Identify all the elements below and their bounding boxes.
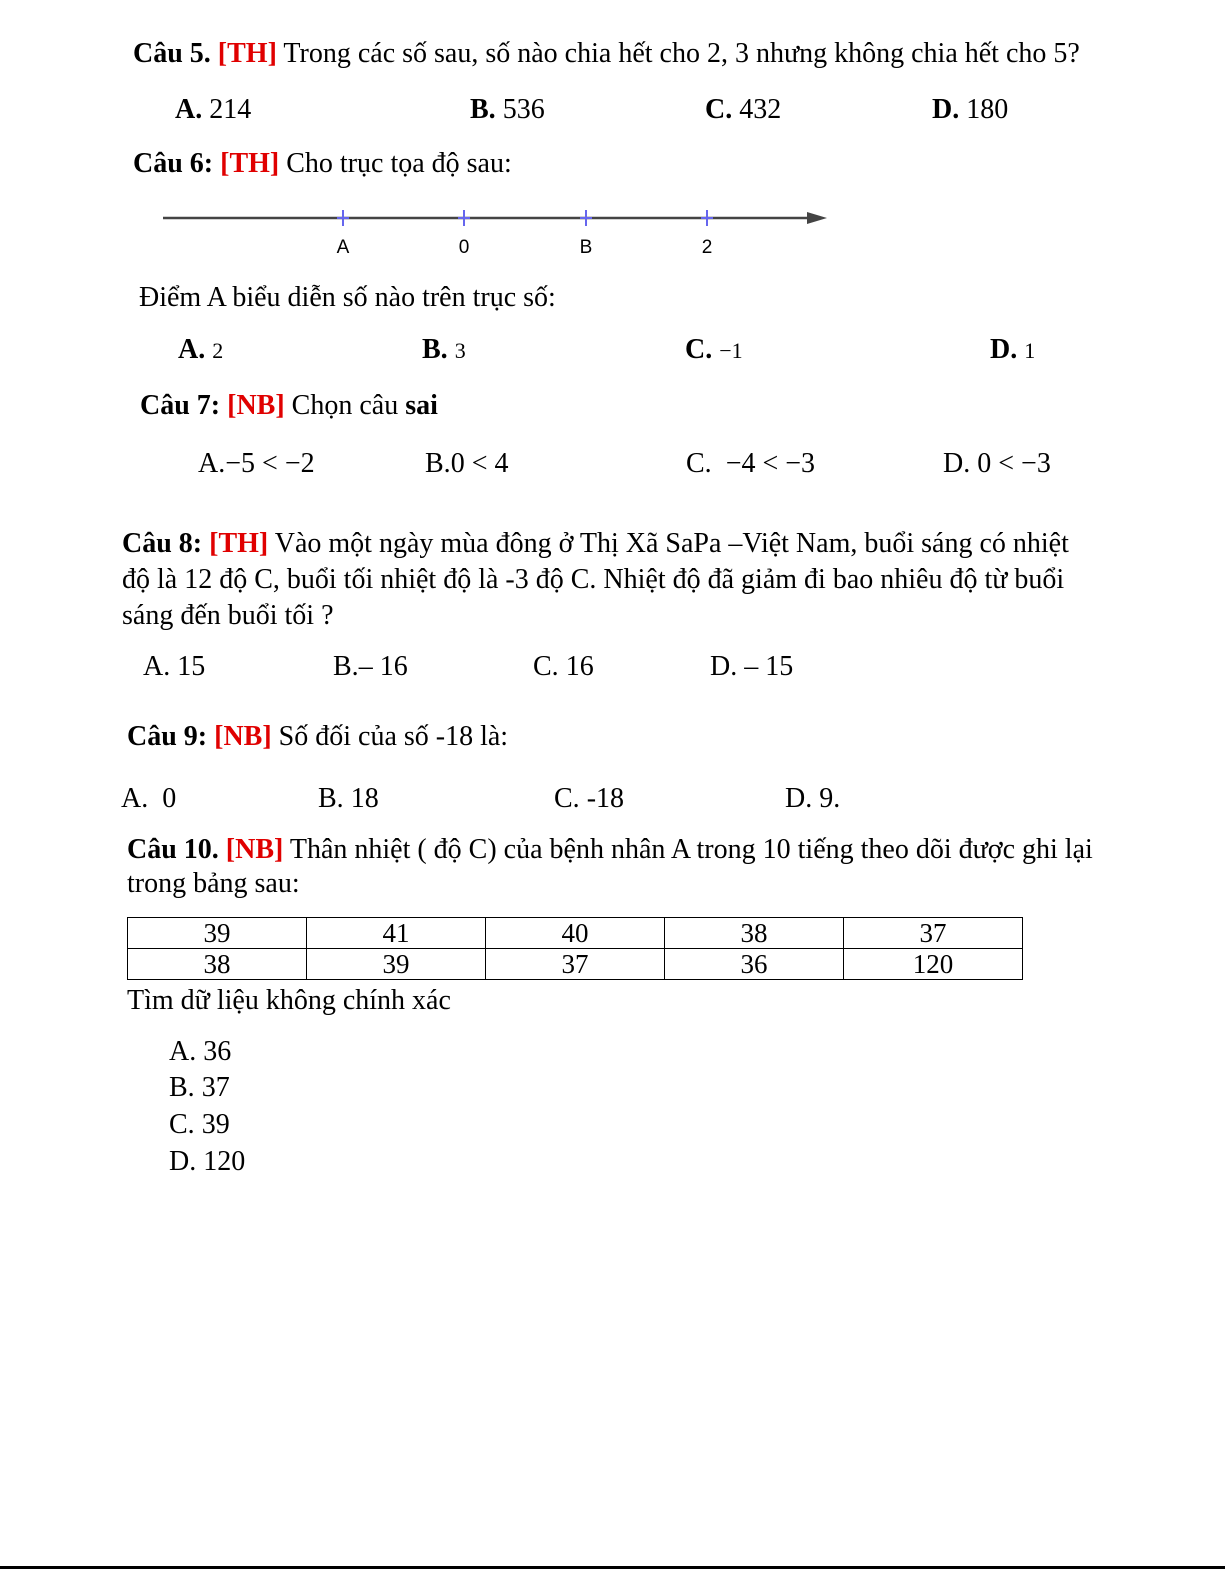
- q10-prompt: Tìm dữ liệu không chính xác: [127, 985, 451, 1016]
- option-letter: C.: [169, 1109, 195, 1140]
- table-cell: 38: [665, 918, 844, 949]
- q7-text-bold: sai: [405, 390, 438, 421]
- q8-question-line2: độ là 12 độ C, buổi tối nhiệt độ là -3 độ C. Nhiệt độ đã giảm đi bao nhiêu độ từ buổi: [122, 564, 1065, 595]
- q5-option-c[interactable]: [705, 94, 781, 126]
- option-letter: D.: [169, 1146, 197, 1177]
- option-value: 16: [565, 651, 594, 682]
- axis-label-2: 2: [701, 237, 713, 258]
- q6-option-c[interactable]: [685, 334, 743, 366]
- q7-option-b[interactable]: [425, 448, 508, 480]
- q6-option-b[interactable]: [422, 334, 466, 366]
- q9-option-a[interactable]: [121, 783, 176, 815]
- q9-text: Số đối của số -18 là:: [278, 721, 509, 752]
- table-cell: 41: [307, 918, 486, 949]
- option-letter: A.: [121, 783, 149, 814]
- option-value: 18: [350, 783, 379, 814]
- q9-question: [127, 721, 508, 753]
- option-letter: C.: [533, 651, 559, 682]
- q5-option-b[interactable]: [470, 94, 545, 126]
- option-letter: A.: [169, 1036, 197, 1067]
- axis-arrow: [807, 212, 827, 224]
- q7-question: [140, 390, 438, 422]
- option-value: 39: [201, 1109, 230, 1140]
- option-letter: D.: [990, 334, 1018, 365]
- q9-tag: [NB]: [214, 721, 272, 752]
- q8-option-a[interactable]: [143, 651, 205, 683]
- q5-question: [133, 38, 1080, 70]
- q10-option-b[interactable]: [169, 1072, 230, 1104]
- option-value: 432: [739, 94, 782, 125]
- q8-option-d[interactable]: [710, 651, 793, 683]
- temperature-table: [127, 917, 1023, 980]
- q8-option-b[interactable]: [333, 651, 408, 683]
- q6-question: [133, 148, 512, 180]
- q6-option-a[interactable]: [178, 334, 223, 366]
- q5-label: Câu 5.: [133, 38, 211, 69]
- q5-option-d[interactable]: [932, 94, 1008, 126]
- option-value: 214: [209, 94, 252, 125]
- option-letter: B.: [470, 94, 496, 125]
- table-cell: 40: [486, 918, 665, 949]
- q10-tag: [NB]: [225, 834, 284, 865]
- option-letter: C.: [705, 94, 733, 125]
- option-value: – 16: [358, 651, 408, 682]
- q8-text: Vào một ngày mùa đông ở Thị Xã SaPa –Việt Nam, buổi sáng có nhiệt: [274, 528, 1069, 559]
- option-value: 9.: [819, 783, 841, 814]
- option-value: 15: [177, 651, 206, 682]
- option-value: -18: [586, 783, 625, 814]
- table-cell: 39: [128, 918, 307, 949]
- option-letter: D.: [710, 651, 738, 682]
- table-cell: 120: [844, 949, 1023, 980]
- q6-prompt: Điểm A biểu diễn số nào trên trục số:: [139, 282, 556, 313]
- option-letter: B.: [425, 448, 451, 479]
- q7-label: Câu 7:: [140, 390, 221, 421]
- q10-option-c[interactable]: [169, 1109, 230, 1141]
- q10-option-a[interactable]: [169, 1036, 231, 1068]
- q9-option-c[interactable]: [554, 783, 624, 815]
- table-cell: 37: [486, 949, 665, 980]
- number-line: [155, 200, 835, 270]
- q10-question-line2: trong bảng sau:: [127, 868, 300, 899]
- q8-option-c[interactable]: [533, 651, 594, 683]
- option-letter: A.: [175, 94, 203, 125]
- q8-label: Câu 8:: [122, 528, 203, 559]
- option-value: −1: [719, 338, 743, 363]
- option-letter: A.: [198, 448, 226, 479]
- axis-label-0: 0: [458, 237, 470, 258]
- option-letter: D.: [943, 448, 971, 479]
- q7-tag: [NB]: [227, 390, 285, 421]
- q5-tag: [TH]: [217, 38, 277, 69]
- option-value: 0 < −3: [977, 448, 1051, 479]
- q10-option-d[interactable]: [169, 1146, 245, 1178]
- table-row: [128, 949, 1023, 980]
- option-value: −5 < −2: [225, 448, 315, 479]
- q9-option-d[interactable]: [785, 783, 840, 815]
- option-value: – 15: [744, 651, 794, 682]
- q7-text: Chọn câu: [291, 390, 399, 421]
- option-letter: D.: [932, 94, 960, 125]
- option-value: 180: [966, 94, 1009, 125]
- table-cell: 39: [307, 949, 486, 980]
- option-letter: A.: [178, 334, 206, 365]
- table-cell: 36: [665, 949, 844, 980]
- table-cell: 38: [128, 949, 307, 980]
- q6-tag: [TH]: [220, 148, 280, 179]
- table-cell: 37: [844, 918, 1023, 949]
- table-row: [128, 918, 1023, 949]
- option-letter: B.: [318, 783, 344, 814]
- option-value: 2: [212, 338, 224, 363]
- option-letter: C.: [685, 334, 713, 365]
- q7-option-c[interactable]: [686, 448, 815, 480]
- option-letter: C.: [554, 783, 580, 814]
- option-value: −4 < −3: [725, 448, 816, 479]
- page-bottom-border: [0, 1566, 1225, 1569]
- option-value: 120: [203, 1146, 246, 1177]
- option-value: 1: [1024, 338, 1036, 363]
- option-letter: B.: [169, 1072, 195, 1103]
- q7-option-a[interactable]: [198, 448, 315, 480]
- q6-label: Câu 6:: [133, 148, 214, 179]
- q5-option-a[interactable]: [175, 94, 251, 126]
- option-value: 3: [454, 338, 466, 363]
- option-value: 0: [162, 783, 177, 814]
- q8-tag: [TH]: [209, 528, 269, 559]
- option-letter: D.: [785, 783, 813, 814]
- q5-text: Trong các số sau, số nào chia hết cho 2, 3 nhưng không chia hết cho 5?: [283, 38, 1080, 69]
- option-letter: A.: [143, 651, 171, 682]
- axis-label-a: A: [336, 237, 350, 258]
- q6-option-d[interactable]: [990, 334, 1035, 366]
- q10-question-line1: [127, 834, 1093, 866]
- q8-question-line1: [122, 528, 1069, 560]
- option-value: 536: [502, 94, 545, 125]
- option-value: 36: [203, 1036, 232, 1067]
- option-letter: B.: [422, 334, 448, 365]
- axis-label-b: B: [579, 237, 593, 258]
- q9-label: Câu 9:: [127, 721, 208, 752]
- option-value: 0 < 4: [450, 448, 509, 479]
- option-letter: C.: [686, 448, 712, 479]
- q9-option-b[interactable]: [318, 783, 379, 815]
- q6-text: Cho trục tọa độ sau:: [286, 148, 512, 179]
- option-letter: B.: [333, 651, 359, 682]
- q7-option-d[interactable]: [943, 448, 1051, 480]
- option-value: 37: [201, 1072, 230, 1103]
- q8-question-line3: sáng đến buổi tối ?: [122, 600, 334, 631]
- q10-text: Thân nhiệt ( độ C) của bệnh nhân A trong 10 tiếng theo dõi được ghi lại: [289, 834, 1093, 865]
- q10-label: Câu 10.: [127, 834, 219, 865]
